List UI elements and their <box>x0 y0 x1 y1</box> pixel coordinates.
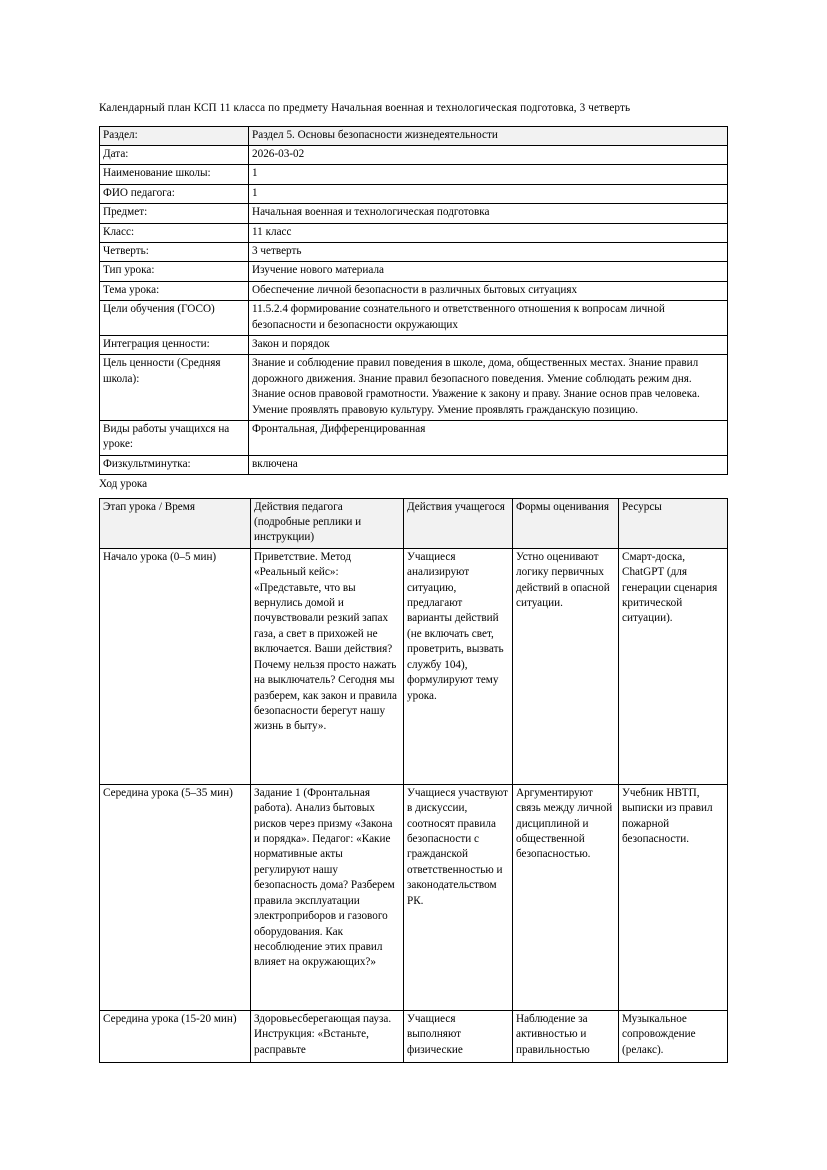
stage-cell: Середина урока (5–35 мин) <box>100 784 251 1010</box>
info-value: 1 <box>249 165 728 184</box>
resources-cell: Учебник НВТП, выписки из правил пожарной безопасности. <box>619 784 728 1010</box>
lesson-flow-head <box>100 498 728 548</box>
info-label: Тема урока: <box>100 281 249 300</box>
info-label: Виды работы учащихся на уроке: <box>100 421 249 456</box>
table-row <box>100 1010 728 1062</box>
info-value: 3 четверть <box>249 242 728 261</box>
info-value: Закон и порядок <box>249 335 728 354</box>
lesson-info-table <box>99 126 728 476</box>
info-value: Начальная военная и технологическая подготовка <box>249 204 728 223</box>
info-value: Изучение нового материала <box>249 262 728 281</box>
stage-cell: Середина урока (15-20 мин) <box>100 1010 251 1062</box>
teacher-actions-cell: Задание 1 (Фронтальная работа). Анализ бытовых рисков через призму «Закона и порядка». Педагог: «Какие нормативные акты регулируют нашу безопасность дома? Разберем правила эксплуатации электроприборов и газового оборудования. Как несоблюдение этих правил влияет на окружающих?» <box>251 784 404 1010</box>
table-row <box>100 145 728 164</box>
teacher-actions-cell: Здоровьесберегающая пауза. Инструкция: «Встаньте, расправьте <box>251 1010 404 1062</box>
lesson-info-body <box>100 126 728 475</box>
table-row <box>100 184 728 203</box>
resources-cell: Смарт-доска, ChatGPT (для генерации сценария критической ситуации). <box>619 548 728 784</box>
info-value: 2026-03-02 <box>249 145 728 164</box>
info-label: Предмет: <box>100 204 249 223</box>
table-row <box>100 242 728 261</box>
info-label: Четверть: <box>100 242 249 261</box>
info-label: Класс: <box>100 223 249 242</box>
info-value: 11.5.2.4 формирование сознательного и ответственного отношения к вопросам личной безопасности и безопасности окружающих <box>249 301 728 336</box>
table-row <box>100 335 728 354</box>
info-value: 1 <box>249 184 728 203</box>
info-label: Цель ценности (Средняя школа): <box>100 355 249 421</box>
column-header: Этап урока / Время <box>100 498 251 548</box>
table-row <box>100 281 728 300</box>
column-header: Формы оценивания <box>513 498 619 548</box>
table-row <box>100 455 728 474</box>
table-row <box>100 126 728 145</box>
resources-cell: Музыкальное сопровождение (релакс). <box>619 1010 728 1062</box>
table-header-row <box>100 498 728 548</box>
student-actions-cell: Учащиеся участвуют в дискуссии, соотносят правила безопасности с гражданской ответственностью и законодательством РК. <box>404 784 513 1010</box>
table-row <box>100 548 728 784</box>
info-value: включена <box>249 455 728 474</box>
assessment-cell: Аргументируют связь между личной дисциплиной и общественной безопасностью. <box>513 784 619 1010</box>
table-row <box>100 355 728 421</box>
info-label: Тип урока: <box>100 262 249 281</box>
info-label: Интеграция ценности: <box>100 335 249 354</box>
column-header: Ресурсы <box>619 498 728 548</box>
table-row <box>100 204 728 223</box>
info-value: Раздел 5. Основы безопасности жизнедеятельности <box>249 126 728 145</box>
info-value: Фронтальная, Дифференцированная <box>249 421 728 456</box>
assessment-cell: Устно оценивают логику первичных действий в опасной ситуации. <box>513 548 619 784</box>
table-row <box>100 301 728 336</box>
student-actions-cell: Учащиеся выполняют физические <box>404 1010 513 1062</box>
lesson-flow-body <box>100 548 728 1062</box>
info-value: Знание и соблюдение правил поведения в школе, дома, общественных местах. Знание правил дорожного движения. Знание правил безопасного поведения. Умение соблюдать режим дня. Знание основ правовой грамотности. Уважение к закону и праву. Знание основ прав человека. Умение проявлять правовую культуру. Умение проявлять гражданскую позицию. <box>249 355 728 421</box>
teacher-actions-cell: Приветствие. Метод «Реальный кейс»: «Представьте, что вы вернулись домой и почувствовали резкий запах газа, а свет в прихожей не включается. Ваши действия? Почему нельзя просто нажать на выключатель? Сегодня мы разберем, как закон и правила безопасности берегут нашу жизнь в быту». <box>251 548 404 784</box>
info-label: Цели обучения (ГОСО) <box>100 301 249 336</box>
table-row <box>100 223 728 242</box>
student-actions-cell: Учащиеся анализируют ситуацию, предлагают варианты действий (не включать свет, проветрить, вызвать службу 104), формулируют тему урока. <box>404 548 513 784</box>
info-label: Раздел: <box>100 126 249 145</box>
table-row <box>100 784 728 1010</box>
table-row <box>100 165 728 184</box>
lesson-flow-table <box>99 498 728 1063</box>
column-header: Действия педагога (подробные реплики и инструкции) <box>251 498 404 548</box>
info-value: 11 класс <box>249 223 728 242</box>
assessment-cell: Наблюдение за активностью и правильностью <box>513 1010 619 1062</box>
flow-heading: Ход урока <box>99 478 148 491</box>
info-label: ФИО педагога: <box>100 184 249 203</box>
table-row <box>100 262 728 281</box>
info-value: Обеспечение личной безопасности в различных бытовых ситуациях <box>249 281 728 300</box>
page-title: Календарный план КСП 11 класса по предмету Начальная военная и технологическая подготовка, 3 четверть <box>99 102 631 114</box>
info-label: Дата: <box>100 145 249 164</box>
info-label: Наименование школы: <box>100 165 249 184</box>
info-label: Физкультминутка: <box>100 455 249 474</box>
table-row <box>100 421 728 456</box>
column-header: Действия учащегося <box>404 498 513 548</box>
stage-cell: Начало урока (0–5 мин) <box>100 548 251 784</box>
